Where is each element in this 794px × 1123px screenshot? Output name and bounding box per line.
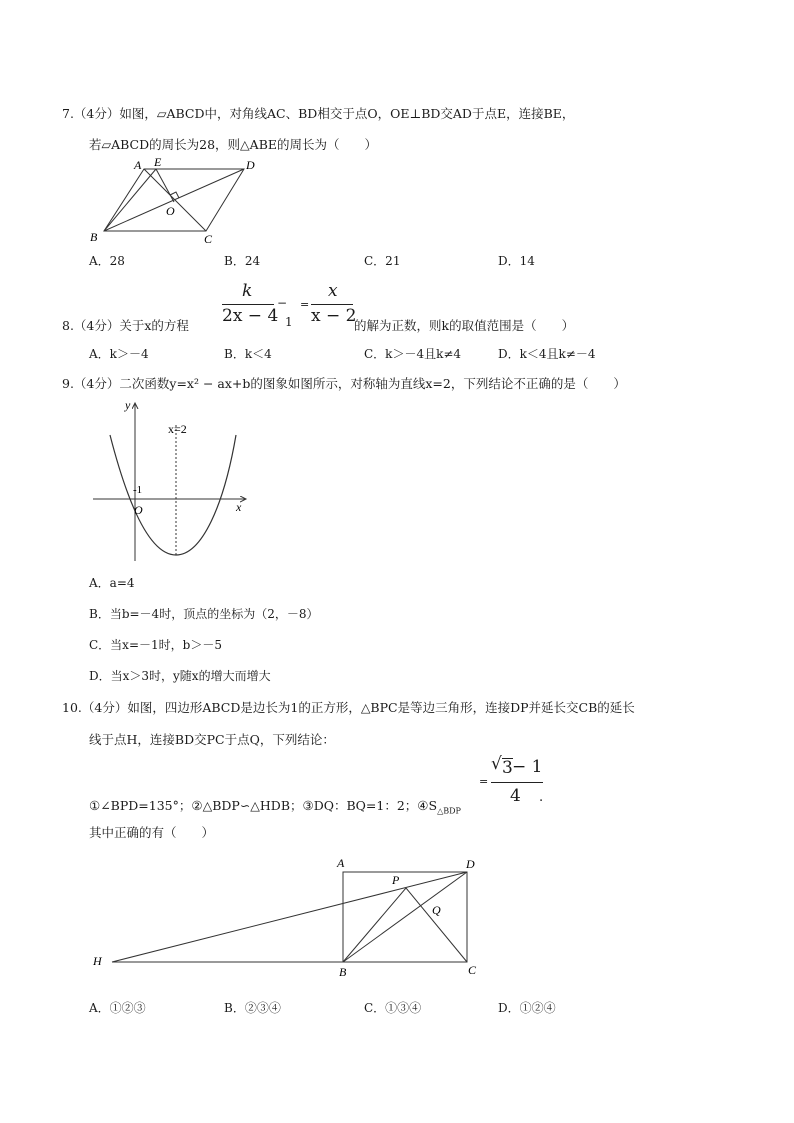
q8-frac2-denominator: x − 2: [311, 306, 357, 326]
q10-frac-period: .: [539, 790, 544, 805]
q10-frac-radical-sign: √: [491, 754, 502, 774]
q9-option-a: A．a=4: [89, 576, 135, 590]
q10-frac-bar: [491, 782, 543, 783]
q9-label-axis: x=2: [168, 422, 187, 436]
q8-minus: −: [277, 296, 288, 310]
q10-statements-text: ①∠BPD=135°；②△BDP∽△HDB；③DQ：BQ=1：2；④S: [89, 798, 438, 813]
q7-label-C: C: [204, 232, 213, 245]
q7-text-line2: 若▱ABCD的周长为28，则△ABE的周长为（ ）: [89, 137, 378, 152]
q10-option-b: B．②③④: [224, 1001, 281, 1015]
q10-label-B: B: [339, 965, 347, 979]
q10-frac-denominator: 4: [510, 786, 521, 806]
q9-label-x: x: [236, 500, 242, 514]
q9-option-b: B．当b=－4时，顶点的坐标为（2，－8）: [89, 607, 319, 621]
q10-option-d: D．①②④: [498, 1001, 556, 1015]
q9-parabola-graph: [88, 395, 258, 563]
q8-frac2-numerator: x: [328, 281, 338, 301]
q8-prefix: 8.（4分）关于x的方程: [62, 318, 189, 333]
q10-label-C: C: [468, 963, 477, 977]
q7-label-A: A: [134, 158, 142, 172]
q10-frac-radicand: 3: [502, 758, 513, 778]
q8-frac1-numerator: k: [242, 281, 253, 301]
q8-equals: =: [300, 298, 310, 311]
q9-option-c: C．当x=－1时，b＞－5: [89, 638, 222, 652]
q8-option-d: D．k＜4且k≠－4: [498, 347, 596, 361]
q9-label-O: O: [134, 503, 143, 517]
q10-square-figure: [86, 852, 486, 982]
q10-statements: [89, 796, 461, 816]
q8-frac1-bar: [222, 304, 274, 305]
q8-option-c: C．k＞－4且k≠4: [364, 347, 462, 361]
q9-text-line1: 9.（4分）二次函数y=x² − ax+b的图象如图所示，对称轴为直线x=2，下列结论不正确的是（ ）: [62, 376, 626, 391]
q8-suffix: 的解为正数，则k的取值范围是（ ）: [354, 318, 575, 333]
q9-label-y: y: [125, 398, 131, 412]
q10-statements-sub: △BDP: [437, 806, 461, 816]
q9-option-d: D．当x＞3时，y随x的增大而增大: [89, 669, 271, 683]
q10-label-A: A: [337, 856, 345, 870]
q7-label-D: D: [246, 158, 255, 172]
q10-label-H: H: [93, 954, 102, 968]
q10-text-line2: 线于点H，连接BD交PC于点Q，下列结论：: [89, 732, 335, 747]
q10-label-Q: Q: [432, 903, 441, 917]
q10-label-D: D: [466, 857, 475, 871]
q7-option-c: C．21: [364, 254, 401, 268]
q7-label-O: O: [166, 204, 175, 218]
q8-option-a: A．k＞－4: [89, 347, 149, 361]
q10-option-c: C．①③④: [364, 1001, 422, 1015]
q10-text-line4: 其中正确的有（ ）: [89, 825, 215, 840]
q7-option-b: B．24: [224, 254, 261, 268]
q8-frac2-bar: [311, 304, 353, 305]
q7-text-line1: 7.（4分）如图，▱ABCD中，对角线AC、BD相交于点O，OE⊥BD交AD于点E，连接BE，: [62, 106, 575, 121]
q10-frac-equals: =: [479, 775, 489, 788]
q10-text-line1: 10.（4分）如图，四边形ABCD是边长为1的正方形，△BPC是等边三角形，连接DP并延长交CB的延长: [62, 700, 635, 715]
q8-option-b: B．k＜4: [224, 347, 272, 361]
q10-label-P: P: [392, 873, 400, 887]
q7-label-E: E: [154, 155, 162, 169]
q9-label-neg1: -1: [133, 484, 143, 496]
q8-one: 1: [285, 315, 293, 329]
q7-parallelogram-figure: [86, 155, 266, 245]
q7-option-a: A．28: [89, 254, 125, 268]
q8-frac1-denominator: 2x − 4: [222, 306, 279, 326]
q10-frac-num-rest: − 1: [512, 757, 543, 777]
q10-option-a: A．①②③: [89, 1001, 146, 1015]
q7-option-d: D．14: [498, 254, 535, 268]
q7-label-B: B: [90, 230, 98, 244]
